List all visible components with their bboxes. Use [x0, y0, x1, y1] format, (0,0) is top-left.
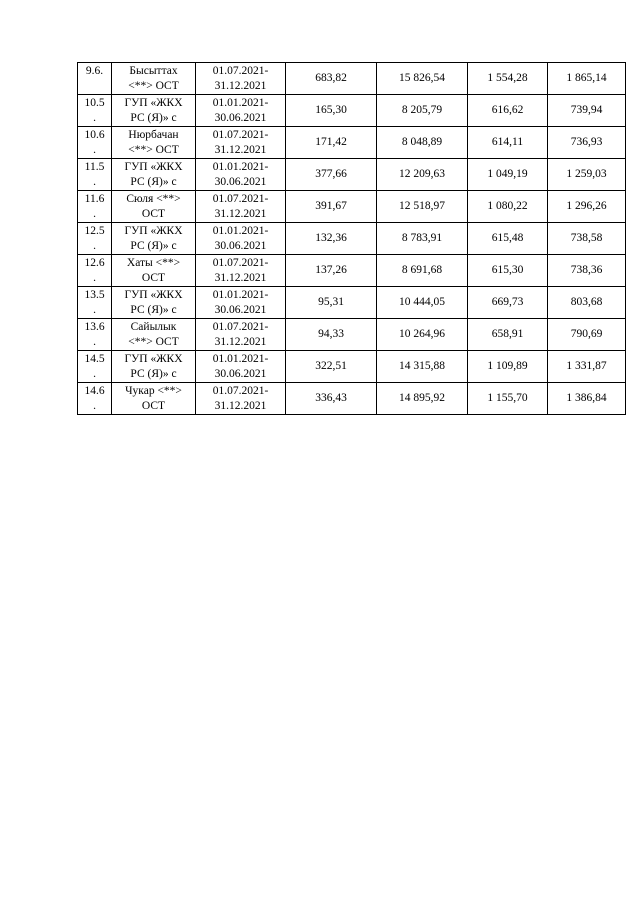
value-cell-4: 736,93: [548, 127, 626, 159]
table-row: [78, 319, 626, 351]
value-cell-2: 15 826,54: [377, 63, 468, 95]
row-number: 11.6 .: [78, 191, 112, 223]
period-cell: 01.01.2021- 30.06.2021: [196, 351, 286, 383]
value-cell-3: 615,30: [468, 255, 548, 287]
value-cell-2: 14 315,88: [377, 351, 468, 383]
value-cell-2: 14 895,92: [377, 383, 468, 415]
value-cell-2: 12 209,63: [377, 159, 468, 191]
value-cell-4: 790,69: [548, 319, 626, 351]
value-cell-3: 658,91: [468, 319, 548, 351]
value-cell-2: 10 264,96: [377, 319, 468, 351]
table-row: [78, 127, 626, 159]
value-cell-4: 739,94: [548, 95, 626, 127]
table-row: [78, 159, 626, 191]
table-row: [78, 223, 626, 255]
row-number: 13.6 .: [78, 319, 112, 351]
period-cell: 01.07.2021- 31.12.2021: [196, 319, 286, 351]
value-cell-1: 165,30: [286, 95, 377, 127]
row-number: 12.5 .: [78, 223, 112, 255]
row-number: 12.6 .: [78, 255, 112, 287]
period-cell: 01.01.2021- 30.06.2021: [196, 95, 286, 127]
table-row: [78, 95, 626, 127]
period-cell: 01.07.2021- 31.12.2021: [196, 255, 286, 287]
table-row: [78, 255, 626, 287]
table-row: [78, 351, 626, 383]
row-number: 14.6 .: [78, 383, 112, 415]
organization-cell: Хаты <**> ОСТ: [112, 255, 196, 287]
period-cell: 01.01.2021- 30.06.2021: [196, 223, 286, 255]
value-cell-2: 8 783,91: [377, 223, 468, 255]
period-cell: 01.07.2021- 31.12.2021: [196, 63, 286, 95]
period-cell: 01.07.2021- 31.12.2021: [196, 383, 286, 415]
table-row: [78, 383, 626, 415]
organization-cell: ГУП «ЖКХ РС (Я)» с: [112, 223, 196, 255]
value-cell-1: 683,82: [286, 63, 377, 95]
value-cell-4: 738,58: [548, 223, 626, 255]
value-cell-1: 132,36: [286, 223, 377, 255]
table-row: [78, 63, 626, 95]
value-cell-2: 8 691,68: [377, 255, 468, 287]
value-cell-3: 1 109,89: [468, 351, 548, 383]
organization-cell: ГУП «ЖКХ РС (Я)» с: [112, 287, 196, 319]
value-cell-4: 1 331,87: [548, 351, 626, 383]
value-cell-4: 803,68: [548, 287, 626, 319]
period-cell: 01.07.2021- 31.12.2021: [196, 127, 286, 159]
value-cell-4: 1 296,26: [548, 191, 626, 223]
row-number: 9.6.: [78, 63, 112, 95]
value-cell-4: 1 259,03: [548, 159, 626, 191]
value-cell-4: 1 386,84: [548, 383, 626, 415]
value-cell-3: 616,62: [468, 95, 548, 127]
organization-cell: Нюрбачан <**> ОСТ: [112, 127, 196, 159]
organization-cell: ГУП «ЖКХ РС (Я)» с: [112, 159, 196, 191]
period-cell: 01.01.2021- 30.06.2021: [196, 159, 286, 191]
value-cell-4: 738,36: [548, 255, 626, 287]
value-cell-1: 336,43: [286, 383, 377, 415]
row-number: 11.5 .: [78, 159, 112, 191]
value-cell-1: 377,66: [286, 159, 377, 191]
value-cell-3: 1 155,70: [468, 383, 548, 415]
organization-cell: Бысыттах <**> ОСТ: [112, 63, 196, 95]
organization-cell: ГУП «ЖКХ РС (Я)» с: [112, 95, 196, 127]
tariff-table-body: [78, 63, 626, 415]
organization-cell: ГУП «ЖКХ РС (Я)» с: [112, 351, 196, 383]
row-number: 14.5 .: [78, 351, 112, 383]
period-cell: 01.01.2021- 30.06.2021: [196, 287, 286, 319]
value-cell-2: 8 048,89: [377, 127, 468, 159]
organization-cell: Сюля <**> ОСТ: [112, 191, 196, 223]
value-cell-1: 171,42: [286, 127, 377, 159]
value-cell-3: 1 554,28: [468, 63, 548, 95]
value-cell-3: 669,73: [468, 287, 548, 319]
value-cell-1: 391,67: [286, 191, 377, 223]
value-cell-1: 95,31: [286, 287, 377, 319]
tariff-table: [77, 62, 626, 415]
value-cell-4: 1 865,14: [548, 63, 626, 95]
value-cell-2: 12 518,97: [377, 191, 468, 223]
value-cell-3: 615,48: [468, 223, 548, 255]
table-row: [78, 191, 626, 223]
value-cell-2: 10 444,05: [377, 287, 468, 319]
row-number: 13.5 .: [78, 287, 112, 319]
value-cell-1: 322,51: [286, 351, 377, 383]
organization-cell: Сайылык <**> ОСТ: [112, 319, 196, 351]
period-cell: 01.07.2021- 31.12.2021: [196, 191, 286, 223]
value-cell-3: 1 080,22: [468, 191, 548, 223]
table-row: [78, 287, 626, 319]
row-number: 10.5 .: [78, 95, 112, 127]
organization-cell: Чукар <**> ОСТ: [112, 383, 196, 415]
value-cell-3: 1 049,19: [468, 159, 548, 191]
row-number: 10.6 .: [78, 127, 112, 159]
value-cell-1: 137,26: [286, 255, 377, 287]
value-cell-2: 8 205,79: [377, 95, 468, 127]
value-cell-3: 614,11: [468, 127, 548, 159]
value-cell-1: 94,33: [286, 319, 377, 351]
